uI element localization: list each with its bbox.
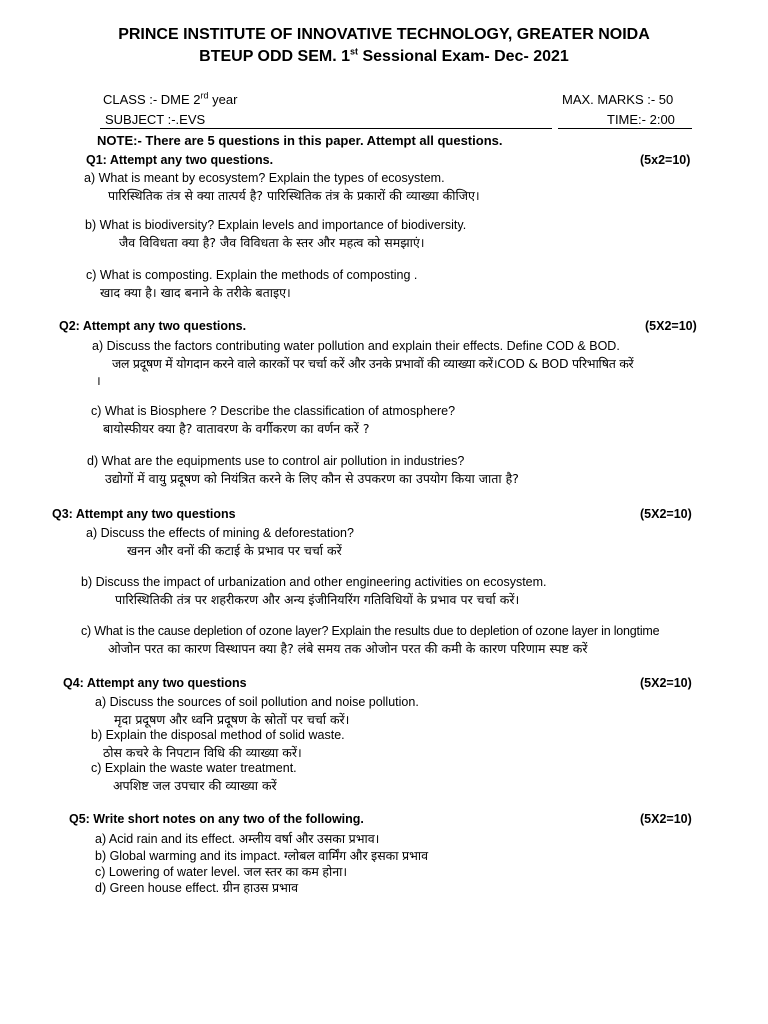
- q2-c-hi: बायोस्फीयर क्या है? वातावरण के वर्गीकरण का वर्णन करें ?: [103, 421, 370, 436]
- q4-b-en: b) Explain the disposal method of solid waste.: [91, 728, 345, 742]
- q5-a: a) Acid rain and its effect. अम्लीय वर्षा और उसका प्रभाव।: [95, 832, 380, 846]
- q5-title: Q5: Write short notes on any two of the following.: [69, 812, 364, 826]
- q4-a-hi: मृदा प्रदूषण और ध्वनि प्रदूषण के स्रोतों पर चर्चा करें।: [114, 712, 350, 727]
- q1-a-en: a) What is meant by ecosystem? Explain the types of ecosystem.: [84, 171, 445, 185]
- q3-b-hi: पारिस्थितिकी तंत्र पर शहरीकरण और अन्य इंजीनियरिंग गतिविधियों के प्रभाव पर चर्चा करें।: [115, 592, 520, 607]
- subject-label: SUBJECT :-.EVS: [105, 112, 206, 127]
- q3-a-hi: खनन और वनों की कटाई के प्रभाव पर चर्चा करें: [127, 543, 342, 558]
- exam-title-sup: st: [350, 46, 359, 57]
- exam-title-post: Sessional Exam- Dec- 2021: [358, 48, 569, 65]
- q4-title: Q4: Attempt any two questions: [63, 676, 247, 690]
- q4-a-en: a) Discuss the sources of soil pollution and noise pollution.: [95, 695, 419, 709]
- class-post: year: [208, 92, 238, 107]
- class-label: [103, 92, 237, 107]
- q4-c-en: c) Explain the waste water treatment.: [91, 761, 297, 775]
- q2-title: Q2: Attempt any two questions.: [59, 319, 247, 333]
- q3-b-en: b) Discuss the impact of urbanization and other engineering activities on ecosystem.: [81, 575, 547, 589]
- q1-marks: (5x2=10): [640, 153, 691, 167]
- q2-a-en: a) Discuss the factors contributing water pollution and explain their effects. Define COD & BOD.: [92, 339, 620, 353]
- note-text: NOTE:- There are 5 questions in this paper. Attempt all questions.: [97, 133, 503, 148]
- q5-d: d) Green house effect. ग्रीन हाउस प्रभाव: [95, 881, 299, 895]
- q1-a-hi: पारिस्थितिक तंत्र से क्या तात्पर्य है? पारिस्थितिक तंत्र के प्रकारों की व्याख्या कीजिए।: [108, 188, 480, 203]
- institute-title: PRINCE INSTITUTE OF INNOVATIVE TECHNOLOGY, GREATER NOIDA: [118, 26, 650, 43]
- q2-d-hi: उद्योगों में वायु प्रदूषण को नियंत्रित करने के लिए कौन से उपकरण का उपयोग किया जाता है?: [105, 471, 519, 486]
- q3-title: Q3: Attempt any two questions: [52, 507, 236, 521]
- max-marks: MAX. MARKS :- 50: [562, 92, 674, 107]
- q5-marks: (5X2=10): [640, 812, 692, 826]
- exam-title-pre: BTEUP ODD SEM. 1: [199, 48, 351, 65]
- q3-c-hi: ओजोन परत का कारण विस्थापन क्या है? लंबे समय तक ओजोन परत की कमी के कारण परिणाम स्पष्ट करें: [108, 641, 588, 656]
- q3-a-en: a) Discuss the effects of mining & deforestation?: [86, 526, 354, 540]
- q4-b-hi: ठोस कचरे के निपटान विधि की व्याख्या करें।: [103, 745, 302, 760]
- class-pre: CLASS :- DME 2: [103, 92, 201, 107]
- time-underline: [558, 128, 692, 129]
- q2-a-hi: जल प्रदूषण में योगदान करने वाले कारकों पर चर्चा करें और उनके प्रभावों की व्याख्या करें।COD & BOD परिभाषित करें: [112, 356, 634, 371]
- q1-b-hi: जैव विविधता क्या है? जैव विविधता के स्तर और महत्व को समझाएं।: [119, 235, 425, 250]
- q4-c-hi: अपशिष्ट जल उपचार की व्याख्या करें: [113, 778, 277, 793]
- q5-b: b) Global warming and its impact. ग्लोबल वार्मिंग और इसका प्रभाव: [95, 849, 429, 863]
- q1-c-hi: खाद क्या है। खाद बनाने के तरीके बताइए।: [100, 285, 291, 300]
- q2-d-en: d) What are the equipments use to control air pollution in industries?: [87, 454, 465, 468]
- q2-c-en: c) What is Biosphere ? Describe the classification of atmosphere?: [91, 404, 456, 418]
- subject-underline: [100, 128, 552, 129]
- q2-marks: (5X2=10): [645, 319, 697, 333]
- q1-title: Q1: Attempt any two questions.: [86, 153, 274, 167]
- q2-a-hi-cont: ।: [96, 373, 101, 388]
- time-label: TIME:- 2:00: [607, 112, 675, 127]
- q3-marks: (5X2=10): [640, 507, 692, 521]
- class-sup: rd: [200, 90, 209, 101]
- q1-b-en: b) What is biodiversity? Explain levels and importance of biodiversity.: [85, 218, 467, 232]
- exam-title: [0, 48, 768, 66]
- q1-c-en: c) What is composting. Explain the methods of composting .: [86, 268, 418, 282]
- q5-c: c) Lowering of water level. जल स्तर का कम होना।: [95, 865, 348, 879]
- q3-c-en: c) What is the cause depletion of ozone layer? Explain the results due to depletion of ozone layer in longtime: [81, 624, 660, 638]
- q4-marks: (5X2=10): [640, 676, 692, 690]
